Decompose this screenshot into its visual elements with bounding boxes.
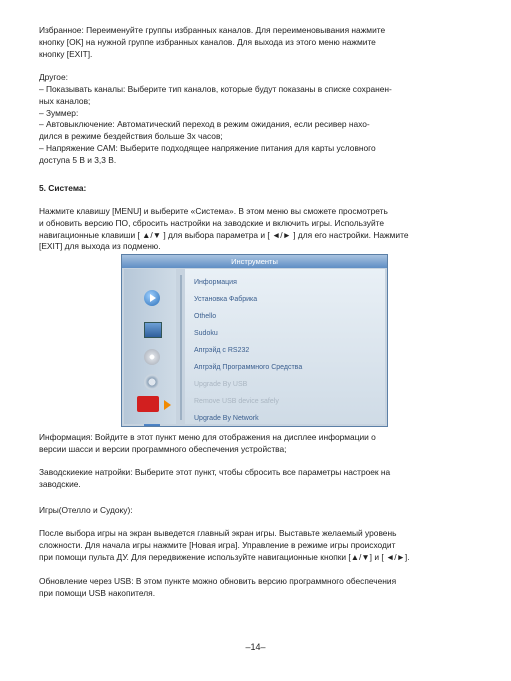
selected-arrow-icon [164,400,171,410]
page-number: –14– [245,642,266,652]
network-icon [144,424,160,427]
text-line: – Зуммер: [39,107,79,118]
menu-item-rs232[interactable]: Апгрэйд с RS232 [194,347,250,354]
text-line: – Напряжение CAM: Выберите подходящее напряжение питания для карты условного [39,142,376,153]
menu-item-info[interactable]: Информация [194,279,237,286]
text-line: кнопку [OK] на нужной группе избранных каналов. Для выхода из этого меню нажмите [39,36,376,47]
text-line: Информация: Войдите в этот пункт меню для отображения на дисплее информации о [39,432,376,442]
text-line: Избранное: Переименуйте группы избранных каналов. Для переименовывания нажмите [39,25,386,35]
system-intro [39,206,479,253]
usb-paragraph [39,576,479,600]
menu-item-remove-usb[interactable]: Remove USB device safely [194,398,279,405]
menu-title: Инструменты [122,255,387,268]
games-paragraph [39,528,479,563]
favorites-other-block [39,25,479,167]
games-title: Игры(Отелло и Судоку): [39,505,133,515]
text-line: После выбора игры на экран выведется главный экран игры. Выставьте желаемый уровень [39,528,397,538]
text-line: при помощи пульта ДУ. Для передвижение используйте навигационные кнопки [▲/▼] и [ ◄/►]. [39,551,410,562]
gear-icon [144,374,160,390]
disc-icon [144,349,160,365]
info-play-icon [144,290,160,306]
menu-item-software-upgrade[interactable]: Апгрэйд Программного Средства [194,364,303,371]
menu-item-network-upgrade[interactable]: Upgrade By Network [194,415,259,422]
text-line: при помощи USB накопителя. [39,587,156,598]
text-line: Обновление через USB: В этом пункте можно обновить версию программного обеспечения [39,576,397,586]
text-line: Другое: [39,72,68,83]
text-line: Заводскиекие натройки: Выберите этот пункт, чтобы сбросить все параметры настроек на [39,467,391,477]
text-line: – Автовыключение: Автоматический переход в режим ожидания, если ресивер нахо- [39,119,370,130]
info-paragraph [39,432,479,456]
text-line: и обновить версию ПО, сбросить настройки на заводские и включить игры. Используйте [39,217,385,228]
text-line: Нажмите клавишу [MENU] и выберите «Система». В этом меню вы сможете просмотреть [39,206,388,216]
text-line: кнопку [EXIT]. [39,48,93,59]
blank-line [39,60,479,72]
menu-item-list [185,269,385,424]
text-line: навигационные клавиши [ ▲/▼ ] для выбора параметра и [ ◄/► ] для его настройки. Нажмите [39,229,409,240]
text-line: заводские. [39,478,81,489]
text-line: [EXIT] для выхода из подменю. [39,241,161,252]
text-line: доступа 5 В и 3,3 В. [39,154,117,165]
section-title: 5. Система: [39,183,87,193]
text-line: версии шасси и версии программного обеспечения устройства; [39,443,287,454]
text-line: сложности. Для начала игры нажмите [Новая игра]. Управление в режиме игры происходит [39,539,396,550]
text-line: ных каналов; [39,95,91,106]
toolbox-icon [137,396,159,412]
menu-item-factory[interactable]: Установка Фабрика [194,296,258,303]
text-line: дился в режиме бездействия больше 3х часов; [39,131,223,142]
menu-item-othello[interactable]: Othello [194,313,217,320]
menu-divider [180,275,182,420]
menu-icon-column [124,269,176,424]
screen-icon [144,322,162,338]
tools-menu-screenshot [121,254,388,427]
menu-item-usb-upgrade[interactable]: Upgrade By USB [194,381,248,388]
menu-item-sudoku[interactable]: Sudoku [194,330,218,337]
text-line: – Показывать каналы: Выберите тип каналов, которые будут показаны в списке сохранен- [39,83,392,94]
factory-paragraph [39,467,479,491]
